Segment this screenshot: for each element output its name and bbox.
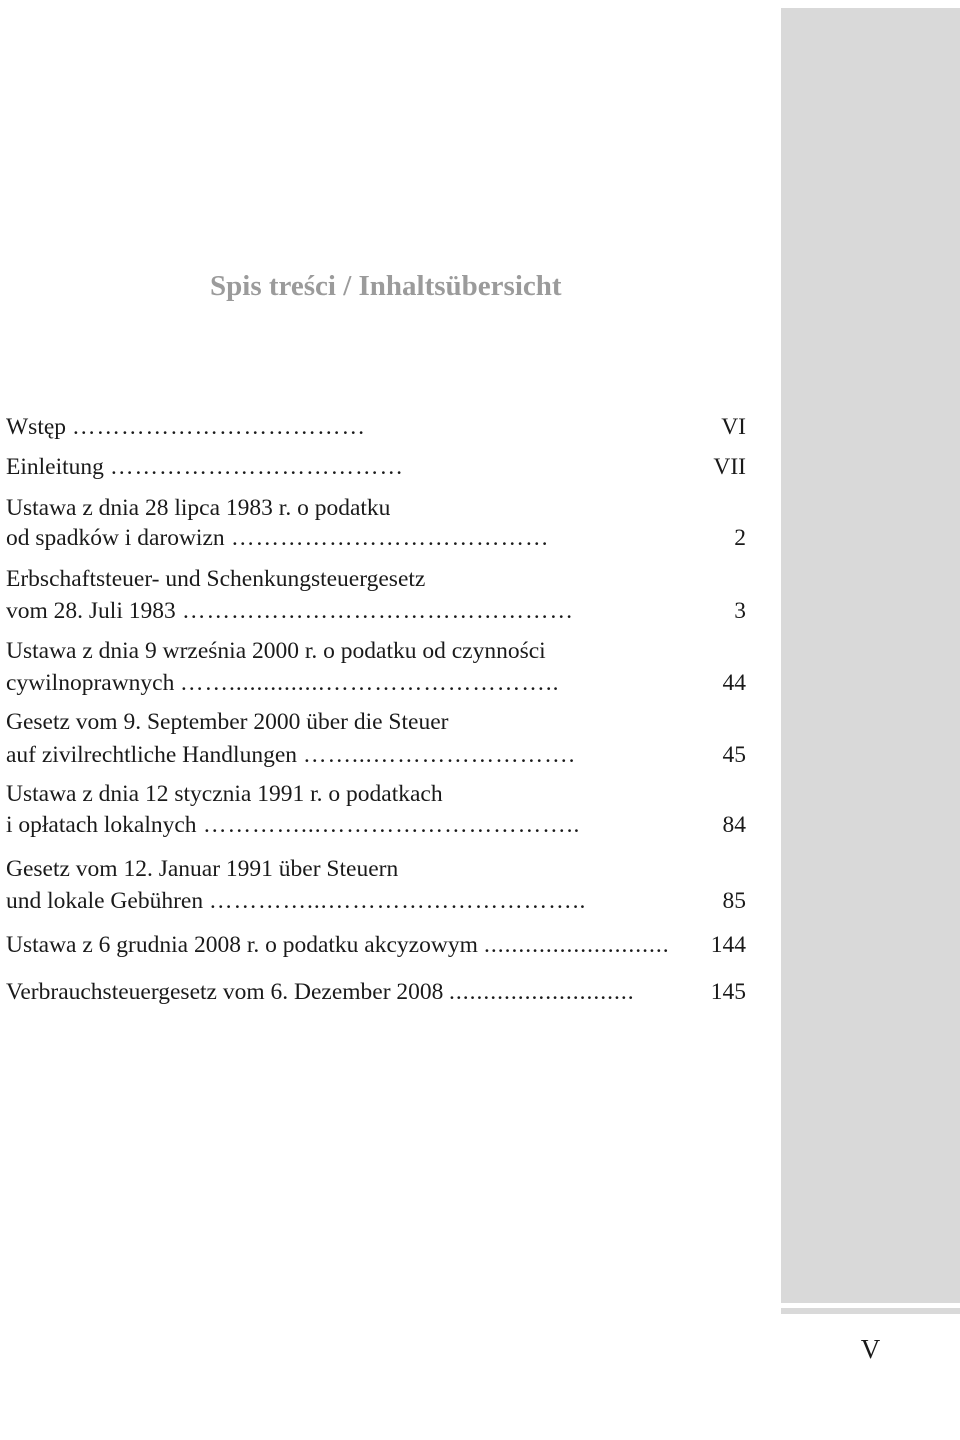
toc-leader-dots: ……..............……………………….. bbox=[180, 670, 560, 696]
toc-entry-text: Erbschaftsteuer- und Schenkungsteuergesetz bbox=[6, 566, 426, 592]
toc-page-number: 84 bbox=[722, 812, 746, 838]
toc-entry-text: Ustawa z dnia 9 września 2000 r. o podatku od czynności bbox=[6, 638, 546, 664]
toc-leader-dots: ………………………………………… bbox=[182, 598, 574, 624]
toc-page-number: 44 bbox=[722, 670, 746, 696]
toc-entry-text: Ustawa z dnia 28 lipca 1983 r. o podatku bbox=[6, 495, 391, 521]
toc-entry-text: od spadków i darowizn bbox=[6, 525, 225, 551]
toc-line bbox=[6, 410, 746, 444]
toc-page-number: 144 bbox=[710, 932, 746, 958]
toc-line bbox=[6, 808, 746, 842]
page-number: V bbox=[860, 1334, 881, 1364]
toc-entry-text: und lokale Gebühren bbox=[6, 888, 204, 914]
toc-line bbox=[6, 852, 746, 886]
toc-leader-dots: ........................... bbox=[449, 979, 635, 1005]
toc-page-number: 2 bbox=[734, 525, 746, 551]
toc-leader-dots: …………...………………………….. bbox=[203, 812, 581, 838]
toc-page-number: VI bbox=[721, 414, 746, 440]
toc-entry-text: Gesetz vom 12. Januar 1991 über Steuern bbox=[6, 856, 399, 882]
toc-line bbox=[6, 634, 746, 668]
toc-entry-text: Gesetz vom 9. September 2000 über die Steuer bbox=[6, 709, 449, 735]
toc-line bbox=[6, 738, 746, 772]
toc-entry-text: Ustawa z 6 grudnia 2008 r. o podatku akcyzowym bbox=[6, 932, 478, 958]
margin-band bbox=[781, 8, 960, 1303]
toc-line bbox=[6, 491, 746, 525]
toc-entry-text: cywilnoprawnych bbox=[6, 670, 175, 696]
toc-entry-text: Wstęp bbox=[6, 414, 67, 440]
toc-leader-dots: ………………………………… bbox=[231, 525, 550, 551]
toc-page-number: 85 bbox=[722, 888, 746, 914]
table-of-contents bbox=[6, 0, 746, 1440]
toc-line bbox=[6, 928, 746, 962]
toc-entry-text: auf zivilrechtliche Handlungen bbox=[6, 742, 298, 768]
toc-line bbox=[6, 594, 746, 628]
toc-entry-text: Einleitung bbox=[6, 454, 104, 480]
toc-entry-text: Verbrauchsteuergesetz vom 6. Dezember 2008 bbox=[6, 979, 444, 1005]
toc-leader-dots: ........................... bbox=[484, 932, 670, 958]
toc-line bbox=[6, 705, 746, 739]
page-footer bbox=[781, 1308, 960, 1440]
toc-entry-text: i opłatach lokalnych bbox=[6, 812, 197, 838]
page-title: Spis treści / Inhaltsübersicht bbox=[210, 270, 562, 302]
toc-leader-dots: ……………………………… bbox=[110, 454, 404, 480]
toc-leader-dots: …………...………………………….. bbox=[209, 888, 587, 914]
toc-leader-dots: ……………………………… bbox=[72, 414, 366, 440]
toc-leader-dots: ……...……………………. bbox=[303, 742, 576, 768]
toc-line bbox=[6, 562, 746, 596]
toc-line bbox=[6, 975, 746, 1009]
toc-page-number: VII bbox=[713, 454, 746, 480]
toc-page-number: 145 bbox=[710, 979, 746, 1005]
toc-line bbox=[6, 666, 746, 700]
toc-line bbox=[6, 521, 746, 555]
toc-entry-text: vom 28. Juli 1983 bbox=[6, 598, 176, 624]
toc-entry-text: Ustawa z dnia 12 stycznia 1991 r. o podatkach bbox=[6, 781, 443, 807]
toc-page-number: 3 bbox=[734, 598, 746, 624]
toc-line bbox=[6, 450, 746, 484]
toc-line bbox=[6, 884, 746, 918]
toc-line bbox=[6, 777, 746, 811]
toc-page-number: 45 bbox=[722, 742, 746, 768]
